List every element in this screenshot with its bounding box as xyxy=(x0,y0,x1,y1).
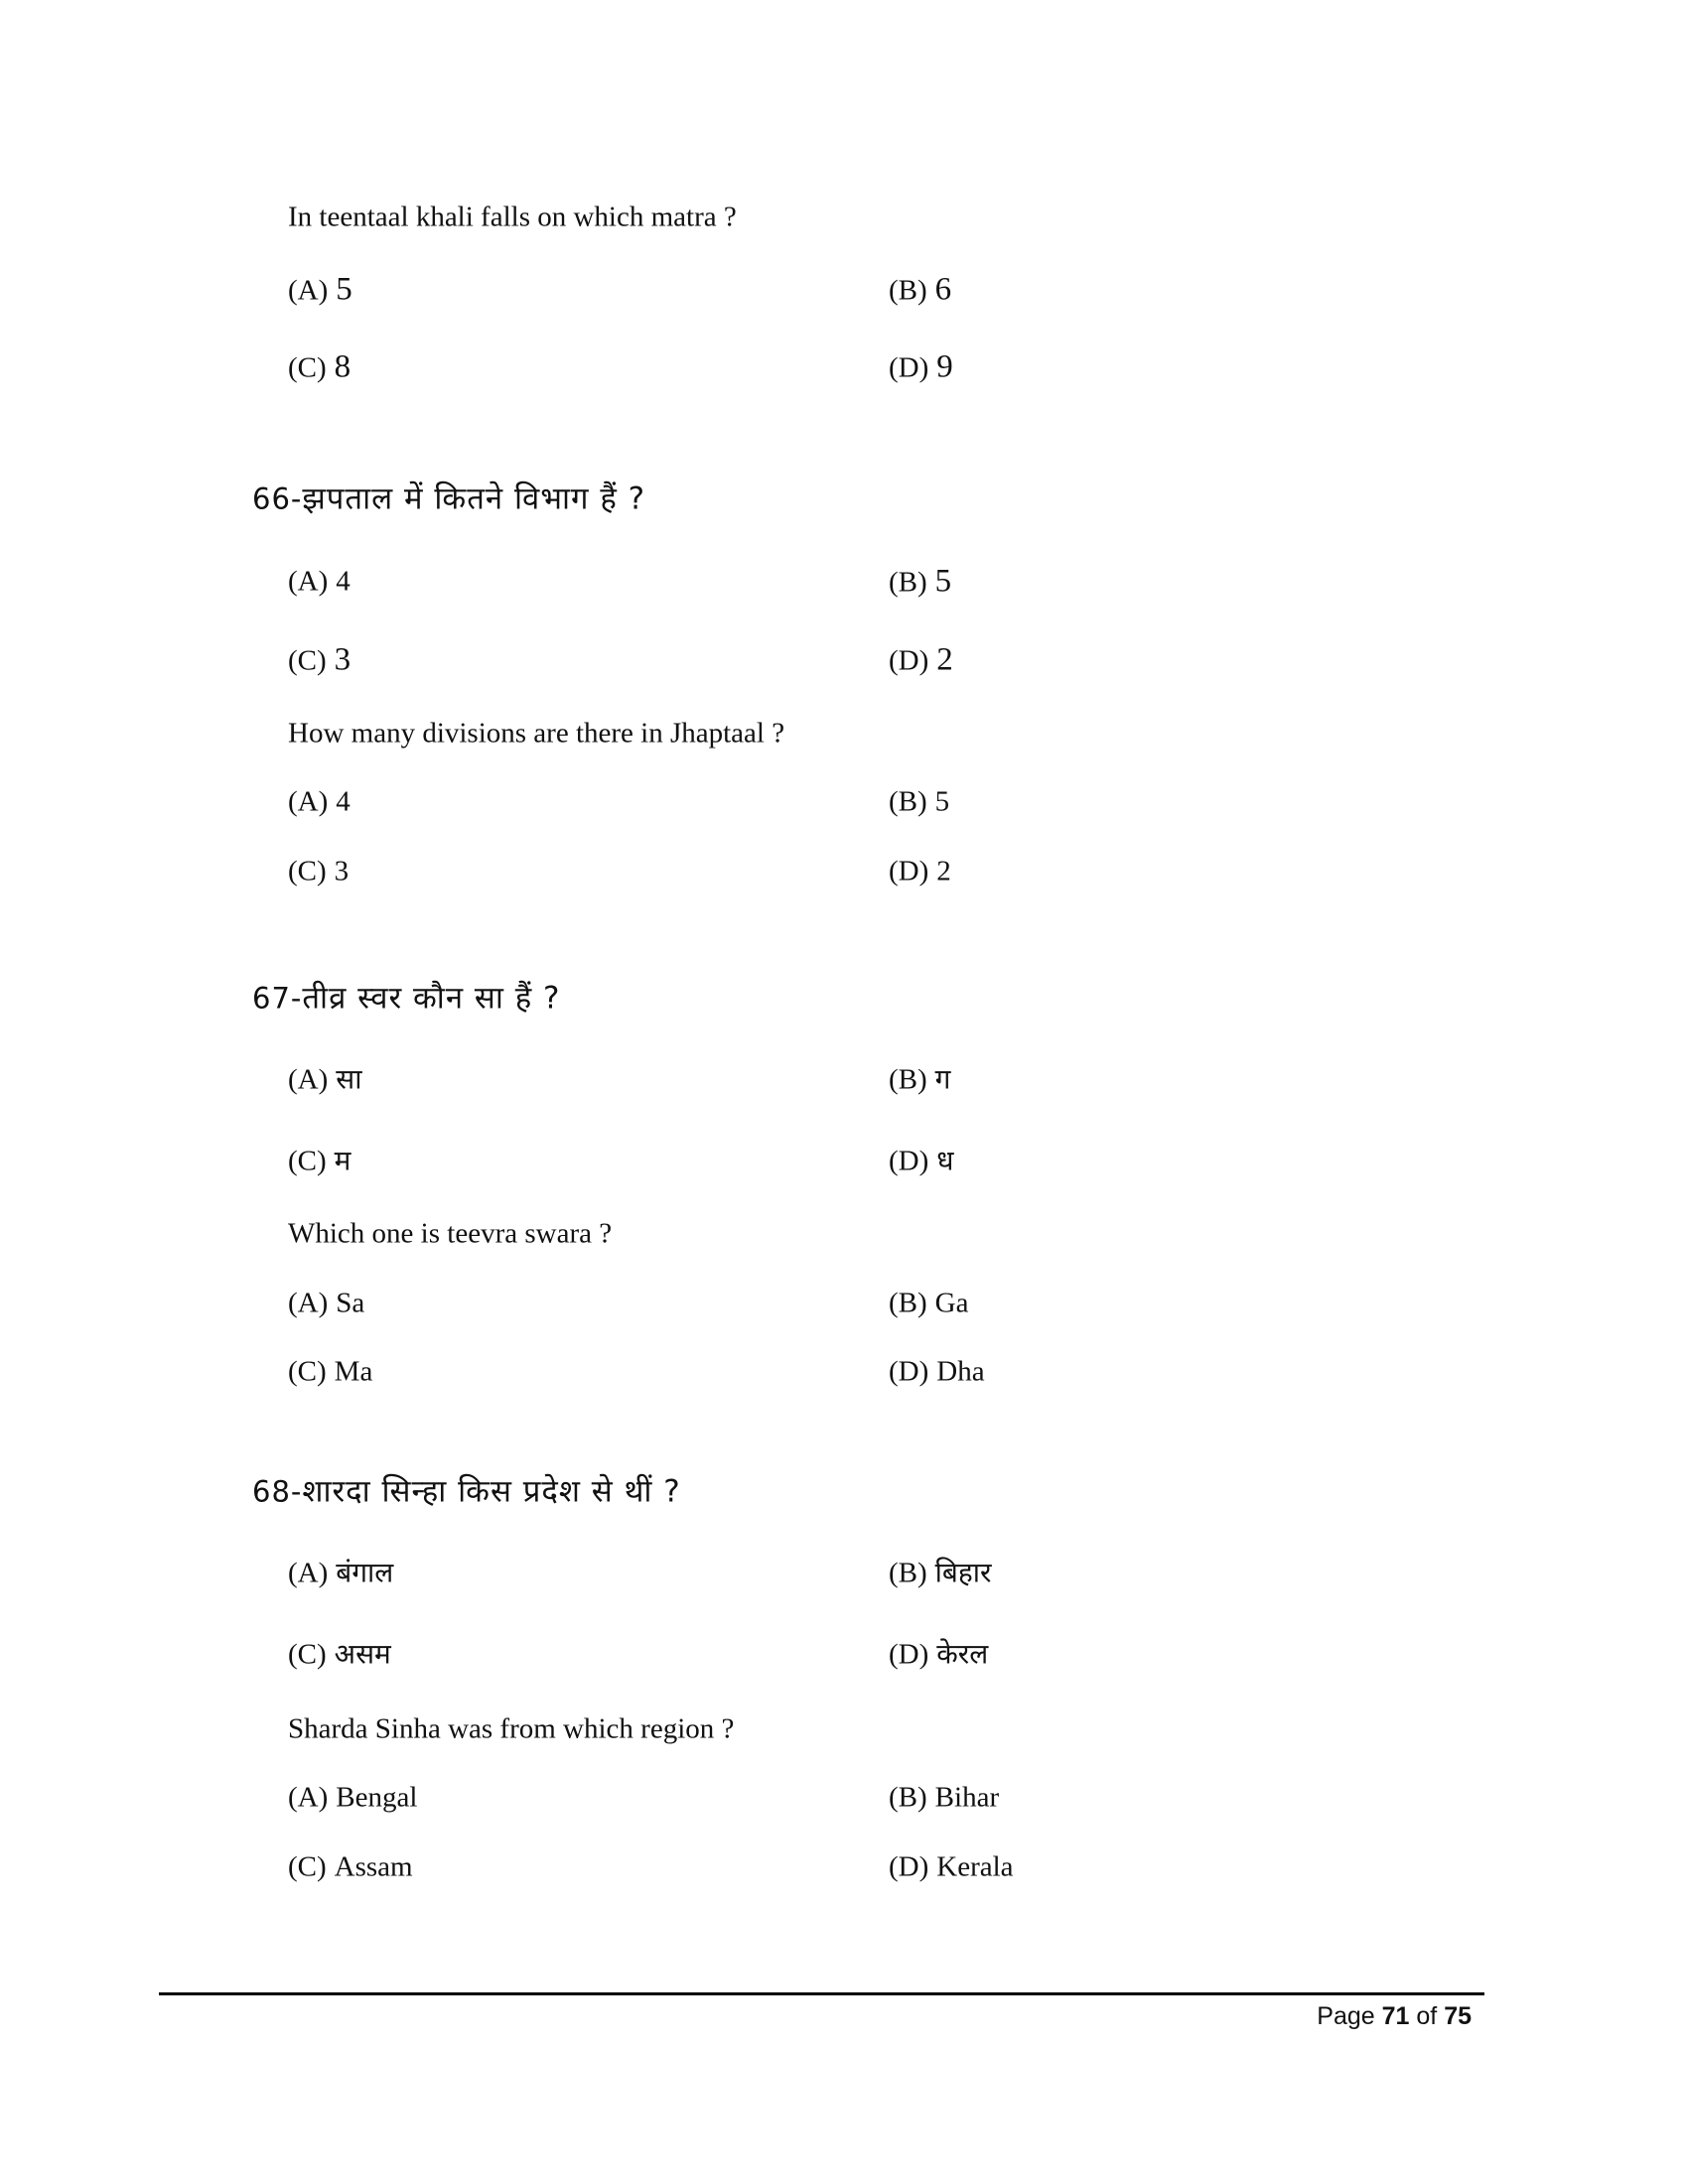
option-66-en-b: (B) 5 xyxy=(889,785,950,818)
page-number xyxy=(1317,2002,1472,2031)
option-68-en-b: (B) Bihar xyxy=(889,1781,1000,1814)
option-66-en-a: (A) 4 xyxy=(288,785,351,818)
option-68-hi-b: (B) बिहार xyxy=(889,1556,992,1589)
option-67-hi-a: (A) सा xyxy=(288,1062,362,1096)
footer-divider xyxy=(159,1992,1484,1995)
option-65-c: (C) 8 xyxy=(288,348,352,385)
option-67-en-b: (B) Ga xyxy=(889,1287,969,1319)
option-68-en-c: (C) Assam xyxy=(288,1850,413,1883)
option-68-en-a: (A) Bengal xyxy=(288,1781,418,1814)
question-66-english: How many divisions are there in Jhaptaal ? xyxy=(288,717,785,750)
option-66-hi-d: (D) 2 xyxy=(889,641,953,678)
option-65-d: (D) 9 xyxy=(889,348,953,385)
option-66-en-d: (D) 2 xyxy=(889,855,951,887)
question-67-english: Which one is teevra swara ? xyxy=(288,1217,613,1250)
option-66-hi-b: (B) 5 xyxy=(889,563,952,600)
question-65-english: In teentaal khali falls on which matra ? xyxy=(288,201,737,233)
page-prefix: Page xyxy=(1317,2002,1375,2030)
option-66-en-c: (C) 3 xyxy=(288,855,350,887)
option-67-hi-c: (C) म xyxy=(288,1144,352,1177)
question-68-english: Sharda Sinha was from which region ? xyxy=(288,1712,735,1745)
question-66-hindi: 66-झपताल में कितने विभाग हैं ? xyxy=(252,480,646,517)
option-68-hi-c: (C) असम xyxy=(288,1637,391,1671)
option-66-hi-a: (A) 4 xyxy=(288,565,351,598)
option-68-hi-a: (A) बंगाल xyxy=(288,1556,394,1589)
page-current: 71 xyxy=(1381,2002,1410,2030)
option-67-en-c: (C) Ma xyxy=(288,1355,373,1388)
question-68-hindi: 68-शारदा सिन्हा किस प्रदेश से थीं ? xyxy=(252,1473,681,1510)
option-65-a: (A) 5 xyxy=(288,271,352,308)
option-68-hi-d: (D) केरल xyxy=(889,1637,989,1671)
page-total: 75 xyxy=(1444,2002,1472,2030)
page-of: of xyxy=(1416,2002,1438,2030)
option-67-en-a: (A) Sa xyxy=(288,1287,365,1319)
option-67-hi-b: (B) ग xyxy=(889,1062,951,1096)
option-65-b: (B) 6 xyxy=(889,271,952,308)
option-67-hi-d: (D) ध xyxy=(889,1144,954,1177)
option-67-en-d: (D) Dha xyxy=(889,1355,985,1388)
option-66-hi-c: (C) 3 xyxy=(288,641,352,678)
question-67-hindi: 67-तीव्र स्वर कौन सा हैं ? xyxy=(252,980,561,1017)
option-68-en-d: (D) Kerala xyxy=(889,1850,1014,1883)
